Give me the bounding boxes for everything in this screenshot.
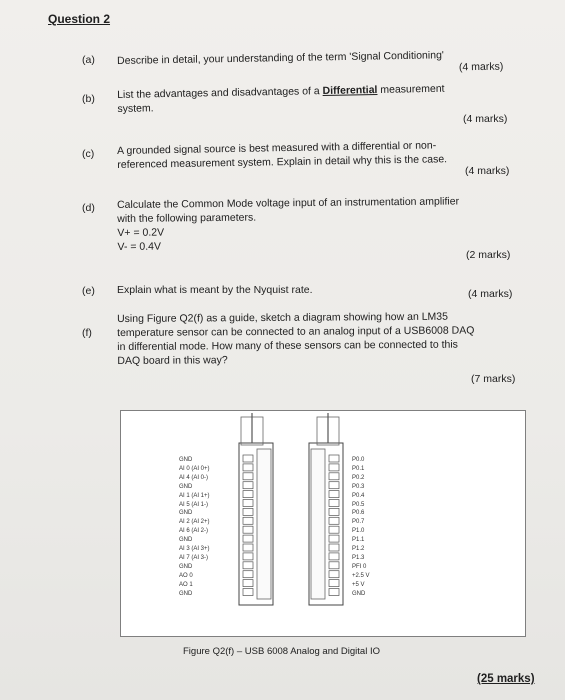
part-c-label: (c) bbox=[82, 148, 95, 160]
part-c-marks: (4 marks) bbox=[465, 165, 510, 177]
part-d-text: Calculate the Common Mode voltage input of an instrumentation amplifier with the following parameters. V+ = 0.2V V- = 0.4V bbox=[117, 195, 460, 253]
digital-pin-label: P0.1 bbox=[352, 465, 365, 472]
left-screw-terminal bbox=[243, 535, 253, 542]
part-f-label: (f) bbox=[82, 327, 92, 339]
part-e-text: Explain what is meant by the Nyquist rate. bbox=[117, 284, 313, 296]
right-screw-terminal bbox=[329, 508, 339, 515]
question-title: Question 2 bbox=[48, 12, 111, 26]
digital-pin-label: P1.0 bbox=[352, 528, 365, 535]
part-b-text: List the advantages and disadvantages of a Differential measurement system. bbox=[117, 82, 445, 115]
analog-pin-label: AI 1 (AI 1+) bbox=[179, 492, 210, 499]
analog-pin-label: AO 1 bbox=[179, 581, 193, 588]
usb6008-figure bbox=[120, 410, 526, 637]
part-d-marks: (2 marks) bbox=[466, 249, 511, 261]
analog-pin-label: GND bbox=[179, 563, 193, 570]
left-screw-terminal bbox=[243, 580, 253, 587]
part-b-label: (b) bbox=[82, 93, 95, 105]
left-screw-terminal bbox=[243, 562, 253, 569]
left-screw-terminal bbox=[243, 455, 253, 462]
left-screw-terminal bbox=[243, 464, 253, 471]
right-screw-terminal bbox=[329, 535, 339, 542]
analog-pin-label: GND bbox=[179, 590, 193, 597]
total-marks: (25 marks) bbox=[477, 673, 535, 685]
right-screw-terminal bbox=[329, 544, 339, 551]
right-screw-terminal bbox=[329, 589, 339, 596]
analog-pin-label: GND bbox=[179, 537, 193, 544]
differential-emphasis: Differential bbox=[322, 84, 378, 98]
right-screw-terminal bbox=[329, 491, 339, 498]
left-screw-terminal bbox=[243, 526, 253, 533]
analog-pin-label: GND bbox=[179, 483, 193, 490]
analog-pin-label: AI 0 (AI 0+) bbox=[179, 465, 210, 472]
right-number-strip bbox=[311, 449, 325, 599]
right-screw-terminal bbox=[329, 482, 339, 489]
left-screw-terminal bbox=[243, 491, 253, 498]
analog-pin-label: AI 2 (AI 2+) bbox=[179, 519, 210, 526]
analog-pin-label: AI 5 (AI 1-) bbox=[179, 501, 209, 508]
left-screw-terminal bbox=[243, 500, 253, 507]
part-b-marks: (4 marks) bbox=[463, 113, 508, 125]
analog-pin-label: AI 6 (AI 2-) bbox=[179, 528, 209, 535]
digital-pin-label: +2.5 V bbox=[352, 572, 370, 579]
digital-pin-label: P0.5 bbox=[352, 501, 365, 508]
right-screw-terminal bbox=[329, 553, 339, 560]
left-screw-terminal bbox=[243, 517, 253, 524]
part-d-label: (d) bbox=[82, 202, 95, 214]
part-a-text: Describe in detail, your understanding of the term 'Signal Conditioning' bbox=[117, 49, 444, 67]
left-screw-terminal bbox=[243, 589, 253, 596]
figure-caption: Figure Q2(f) – USB 6008 Analog and Digital IO bbox=[183, 646, 380, 657]
analog-pin-label: GND bbox=[179, 457, 193, 463]
digital-pin-label: P1.2 bbox=[352, 546, 365, 552]
right-screw-terminal bbox=[329, 517, 339, 524]
digital-pin-label: P0.2 bbox=[352, 474, 365, 481]
digital-pin-label: +5 V bbox=[352, 581, 365, 588]
left-number-strip bbox=[257, 449, 271, 599]
left-screw-terminal bbox=[243, 482, 253, 489]
right-screw-terminal bbox=[329, 571, 339, 578]
part-f-text: Using Figure Q2(f) as a guide, sketch a diagram showing how an LM35 temperature sensor can be connected to an analog input of a USB6008 DAQ in differential mode. How many of these sensors can be connected to this DAQ board in this way? bbox=[117, 310, 475, 367]
digital-pin-label: P0.6 bbox=[352, 510, 365, 517]
analog-pin-label: AI 4 (AI 0-) bbox=[179, 474, 209, 481]
digital-pin-label: PFI 0 bbox=[352, 563, 367, 570]
left-screw-terminal bbox=[243, 544, 253, 551]
digital-pin-label: P0.4 bbox=[352, 492, 365, 499]
right-screw-terminal bbox=[329, 464, 339, 471]
analog-pin-label: GND bbox=[179, 510, 193, 517]
left-screw-terminal bbox=[243, 508, 253, 515]
right-screw-terminal bbox=[329, 455, 339, 462]
left-screw-terminal bbox=[243, 571, 253, 578]
right-screw-terminal bbox=[329, 526, 339, 533]
part-f-marks: (7 marks) bbox=[471, 373, 516, 385]
analog-pin-label: AO 0 bbox=[179, 572, 193, 579]
digital-pin-label: P1.3 bbox=[352, 554, 365, 561]
part-e-label: (e) bbox=[82, 285, 95, 297]
part-e-marks: (4 marks) bbox=[468, 288, 513, 300]
right-screw-terminal bbox=[329, 562, 339, 569]
analog-pin-label: AI 7 (AI 3-) bbox=[179, 554, 209, 561]
analog-pin-label: AI 3 (AI 3+) bbox=[179, 546, 210, 552]
right-screw-terminal bbox=[329, 580, 339, 587]
right-screw-terminal bbox=[329, 473, 339, 480]
digital-pin-label: P0.0 bbox=[352, 457, 365, 463]
digital-pin-label: P1.1 bbox=[352, 537, 365, 544]
left-screw-terminal bbox=[243, 553, 253, 560]
right-screw-terminal bbox=[329, 500, 339, 507]
digital-pin-label: GND bbox=[352, 590, 366, 597]
digital-pin-label: P0.7 bbox=[352, 519, 365, 526]
left-screw-terminal bbox=[243, 473, 253, 480]
part-a-marks: (4 marks) bbox=[458, 60, 504, 74]
part-c-text: A grounded signal source is best measured with a differential or non- referenced measurement system. Explain in detail why this is the case. bbox=[117, 139, 448, 171]
part-a-label: (a) bbox=[82, 54, 95, 66]
digital-pin-label: P0.3 bbox=[352, 483, 365, 490]
